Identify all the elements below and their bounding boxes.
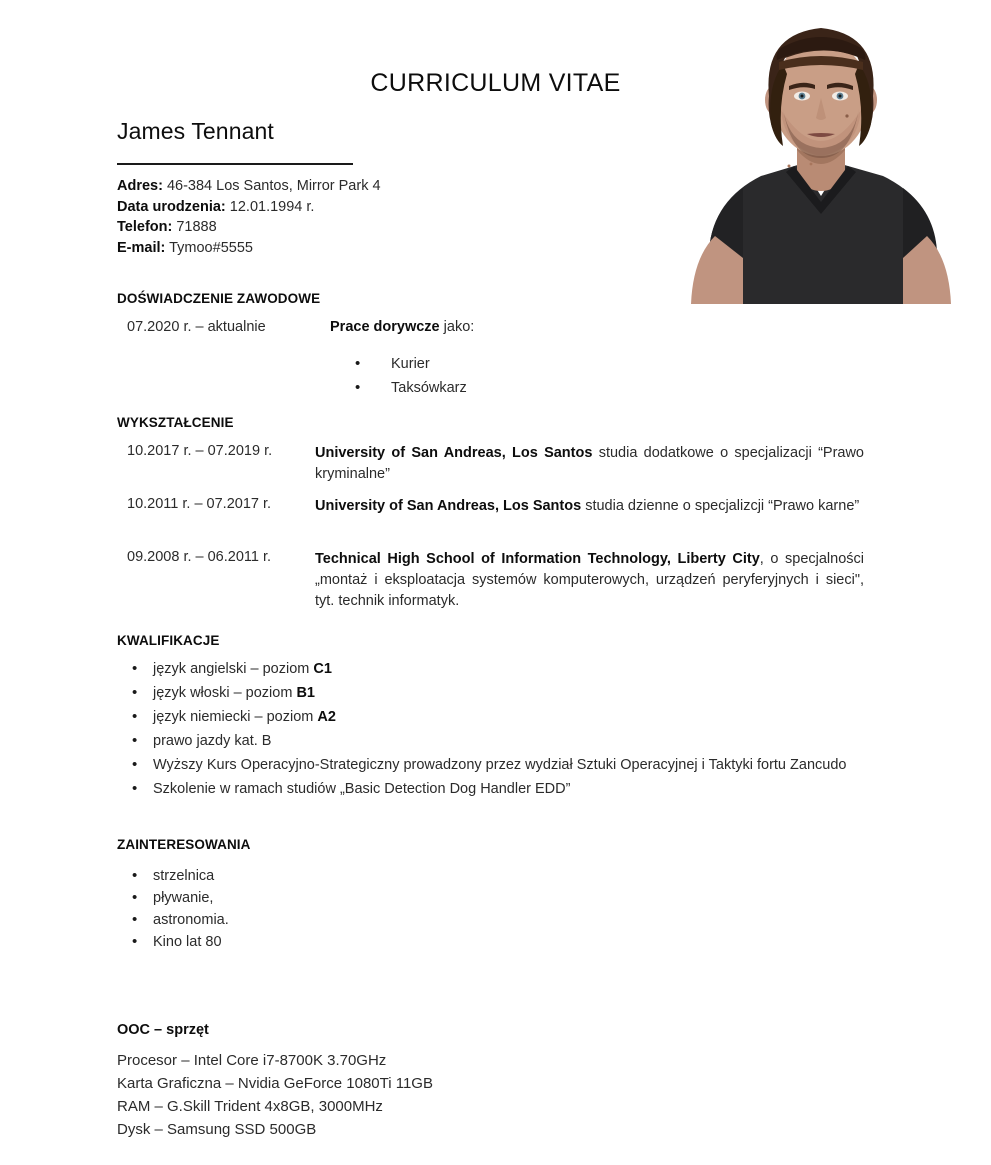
experience-bullet-list xyxy=(355,352,655,400)
interests-list xyxy=(117,865,517,953)
education-detail: , o specjalności „montaż i eksploatacja systemów komputerowych, urządzeń peryferyjnych i sieci", tyt. technik informatyk. xyxy=(315,551,865,609)
education-description xyxy=(315,443,864,485)
list-item xyxy=(117,705,864,729)
education-school: Technical High School of Information Technology, Liberty City xyxy=(315,551,760,567)
education-description xyxy=(315,496,864,517)
qualification-text: Szkolenie w ramach studiów „Basic Detection Dog Handler EDD” xyxy=(153,781,571,797)
qualification-text: prawo jazdy kat. B xyxy=(153,733,272,749)
list-item xyxy=(117,657,864,681)
qualification-level: C1 xyxy=(313,661,332,677)
experience-role xyxy=(330,319,474,335)
section-heading-education: WYKSZTAŁCENIE xyxy=(117,415,234,430)
contact-email-label: E-mail: xyxy=(117,239,166,256)
qualification-text: język niemiecki – poziom xyxy=(153,709,318,725)
education-school: University of San Andreas, Los Santos xyxy=(315,445,593,461)
contact-email-value: Tymoo#5555 xyxy=(165,239,253,256)
contact-block xyxy=(117,176,381,258)
list-item: • astronomia. xyxy=(117,909,517,931)
character-portrait-image xyxy=(651,0,991,304)
qualifications-list xyxy=(117,657,864,801)
list-item: Procesor – Intel Core i7-8700K 3.70GHz xyxy=(117,1052,387,1069)
candidate-name: James Tennant xyxy=(117,118,274,144)
experience-role-rest: jako: xyxy=(439,319,475,335)
list-item xyxy=(117,777,864,801)
section-heading-ooc: OOC – sprzęt xyxy=(117,1022,209,1038)
education-date: 10.2011 r. – 07.2017 r. xyxy=(127,496,272,512)
contact-phone-line xyxy=(117,217,381,238)
list-item xyxy=(117,729,864,753)
section-heading-qualifications: KWALIFIKACJE xyxy=(117,633,220,648)
list-item: • Kino lat 80 xyxy=(117,931,517,953)
list-item: • Kurier xyxy=(355,352,655,376)
qualification-text: język angielski – poziom xyxy=(153,661,314,677)
list-item: Dysk – Samsung SSD 500GB xyxy=(117,1121,317,1138)
section-heading-interests: ZAINTERESOWANIA xyxy=(117,837,251,852)
list-item: • strzelnica xyxy=(117,865,517,887)
education-detail: studia dodatkowe o specjalizacji “Prawo kryminalne” xyxy=(315,445,864,482)
contact-address-value: 46-384 Los Santos, Mirror Park 4 xyxy=(162,178,381,194)
experience-date: 07.2020 r. – aktualnie xyxy=(127,319,266,335)
contact-birth-label: Data urodzenia: xyxy=(117,198,226,215)
list-item: RAM – G.Skill Trident 4x8GB, 3000MHz xyxy=(117,1098,383,1115)
qualification-text: język włoski – poziom xyxy=(153,685,297,701)
contact-phone-label: Telefon: xyxy=(117,219,173,235)
experience-role-bold: Prace dorywcze xyxy=(330,319,440,335)
portrait-render xyxy=(651,0,991,304)
contact-birth-line xyxy=(117,197,381,218)
qualification-level: B1 xyxy=(296,685,315,701)
list-item xyxy=(117,681,864,705)
contact-birth-value: 12.01.1994 r. xyxy=(225,198,315,215)
education-school: University of San Andreas, Los Santos xyxy=(315,498,582,514)
name-divider xyxy=(117,163,353,165)
qualification-level: A2 xyxy=(317,709,336,725)
list-item: Karta Graficzna – Nvidia GeForce 1080Ti 11GB xyxy=(117,1075,433,1092)
list-item xyxy=(117,753,864,777)
contact-address-line xyxy=(117,176,381,197)
education-date: 10.2017 r. – 07.2019 r. xyxy=(127,443,273,459)
ooc-hardware-list xyxy=(117,1049,433,1141)
contact-address-label: Adres: xyxy=(117,178,163,194)
section-heading-experience: DOŚWIADCZENIE ZAWODOWE xyxy=(117,291,321,306)
list-item: • pływanie, xyxy=(117,887,517,909)
education-description xyxy=(315,549,864,612)
list-item: • Taksówkarz xyxy=(355,376,655,400)
qualification-text: Wyższy Kurs Operacyjno-Strategiczny prowadzony przez wydział Sztuki Operacyjnej i Taktyki fortu Zancudo xyxy=(153,757,847,773)
contact-phone-value: 71888 xyxy=(172,219,217,235)
page-title: CURRICULUM VITAE xyxy=(370,69,621,97)
education-detail: studia dzienne o specjalizcji “Prawo karne” xyxy=(581,498,860,514)
contact-email-line xyxy=(117,238,381,259)
education-date: 09.2008 r. – 06.2011 r. xyxy=(127,549,272,565)
